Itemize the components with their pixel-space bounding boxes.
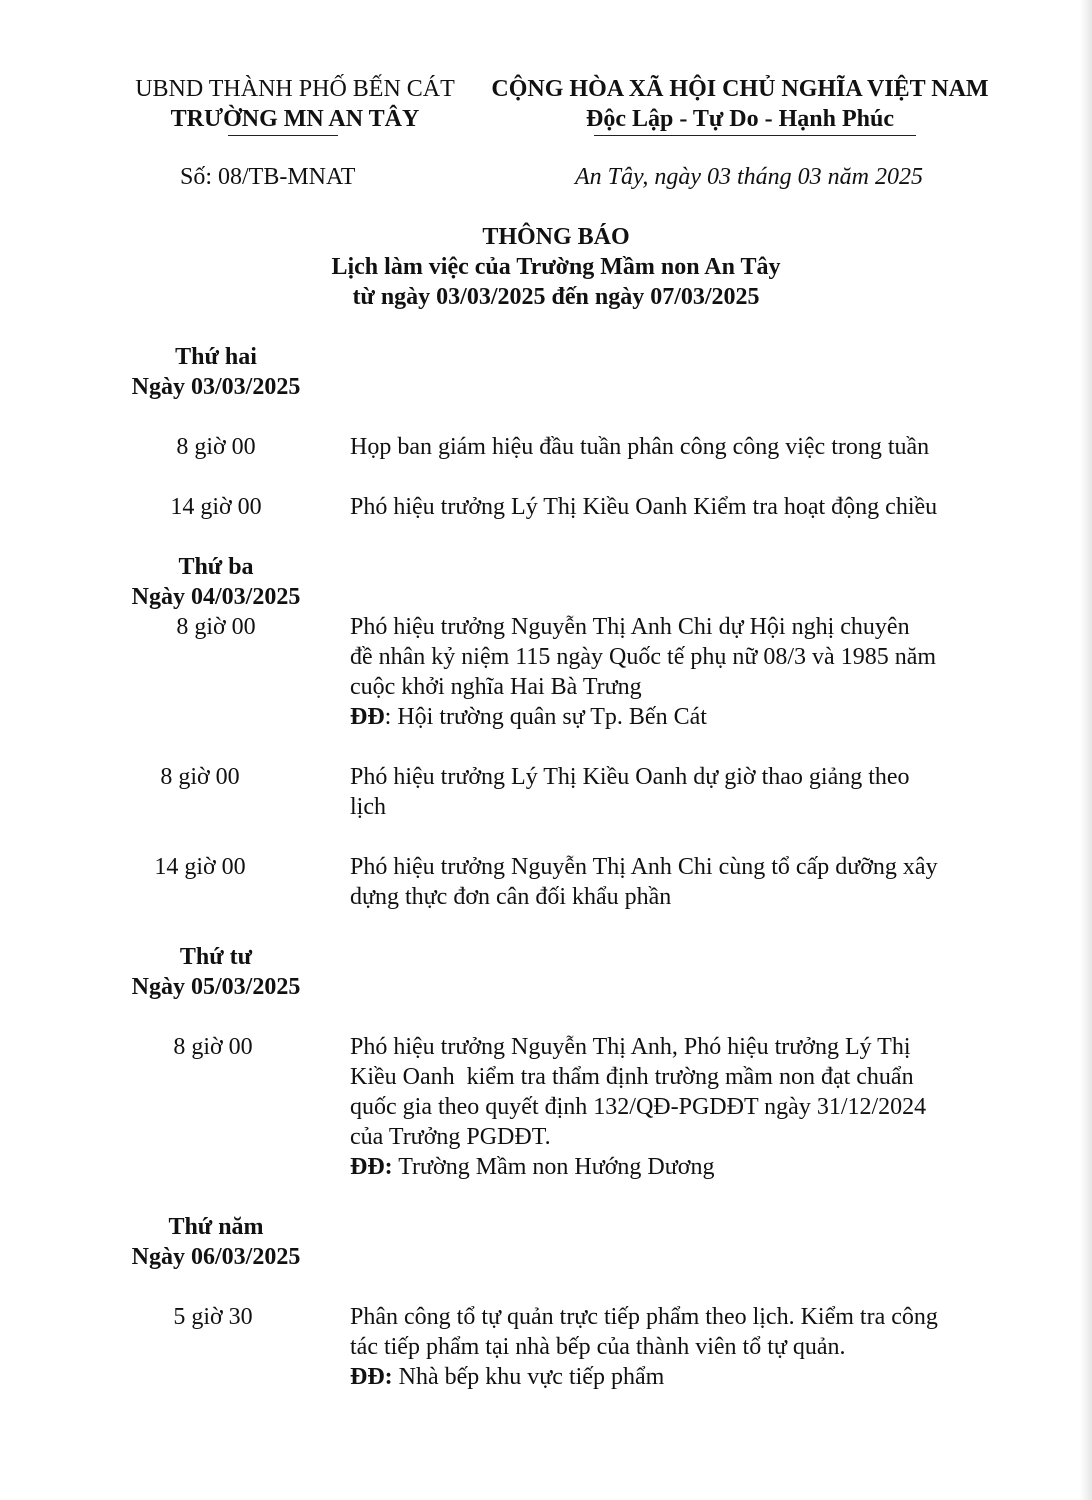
location-value: Nhà bếp khu vực tiếp phẩm (392, 1364, 665, 1390)
doc-date-range: từ ngày 03/03/2025 đến ngày 07/03/2025 (352, 284, 760, 310)
entry-line: của Trưởng PGDĐT. (350, 1124, 551, 1150)
entry-line: Phó hiệu trưởng Nguyễn Thị Anh Chi dự Hội nghị chuyên (350, 614, 910, 640)
entry-location (350, 1152, 1000, 1182)
entry-location (350, 702, 1000, 732)
entry-line: quốc gia theo quyết định 132/QĐ-PGDĐT ngày 31/12/2024 (350, 1094, 927, 1120)
entry-line: tác tiếp phẩm tại nhà bếp của thành viên tổ tự quản. (350, 1334, 846, 1360)
entry-time: 5 giờ 30 (173, 1304, 253, 1330)
day-weekday: Thứ ba (178, 554, 254, 580)
entry-text (350, 432, 1000, 462)
entry-time: 8 giờ 00 (176, 614, 256, 640)
entry-line: Kiều Oanh kiểm tra thẩm định trường mầm non đạt chuẩn (350, 1064, 914, 1090)
entry-line: lịch (350, 794, 386, 820)
entry-text (350, 1032, 1000, 1182)
entry-text (350, 762, 1000, 822)
day-date: Ngày 03/03/2025 (131, 374, 301, 400)
day-date: Ngày 06/03/2025 (131, 1244, 301, 1270)
motto-underline (594, 135, 916, 136)
entry-line: cuộc khởi nghĩa Hai Bà Trưng (350, 674, 642, 700)
day-weekday: Thứ hai (175, 344, 257, 370)
entry-line: đề nhân kỷ niệm 115 ngày Quốc tế phụ nữ 08/3 và 1985 năm (350, 644, 937, 670)
location-label: ĐĐ (350, 704, 385, 730)
org-name-line2: TRƯỜNG MN AN TÂY (170, 106, 420, 132)
entry-line: Họp ban giám hiệu đầu tuần phân công công việc trong tuần (350, 434, 930, 460)
day-weekday: Thứ năm (168, 1214, 264, 1240)
entry-text (350, 1302, 1000, 1392)
entry-line: Phó hiệu trưởng Lý Thị Kiều Oanh dự giờ thao giảng theo (350, 764, 910, 790)
entry-time: 14 giờ 00 (170, 494, 262, 520)
nation-motto: Độc Lập - Tự Do - Hạnh Phúc (585, 106, 894, 132)
doc-number: Số: 08/TB-MNAT (180, 164, 356, 190)
entry-text (350, 612, 1000, 732)
entry-text (350, 852, 1000, 912)
doc-subtitle: Lịch làm việc của Trường Mầm non An Tây (331, 254, 781, 280)
org-name-line1: UBND THÀNH PHỐ BẾN CÁT (135, 76, 455, 102)
location-label: ĐĐ: (350, 1154, 393, 1180)
entry-line: dựng thực đơn cân đối khẩu phần (350, 884, 672, 910)
doc-title: THÔNG BÁO (482, 224, 630, 250)
entry-line: Phân công tổ tự quản trực tiếp phẩm theo lịch. Kiểm tra công (350, 1304, 938, 1330)
entry-time: 8 giờ 00 (176, 434, 256, 460)
place-date: An Tây, ngày 03 tháng 03 năm 2025 (575, 164, 923, 190)
entry-line: Phó hiệu trưởng Nguyễn Thị Anh Chi cùng tổ cấp dưỡng xây (350, 854, 938, 880)
entry-location (350, 1362, 1000, 1392)
entry-text (350, 492, 1000, 522)
entry-line: Phó hiệu trưởng Nguyễn Thị Anh, Phó hiệu trưởng Lý Thị (350, 1034, 911, 1060)
location-label: ĐĐ: (350, 1364, 393, 1390)
nation-title: CỘNG HÒA XÃ HỘI CHỦ NGHĨA VIỆT NAM (491, 76, 989, 102)
location-value: Trường Mầm non Hướng Dương (392, 1154, 715, 1180)
entry-time: 14 giờ 00 (154, 854, 246, 880)
day-weekday: Thứ tư (179, 944, 253, 970)
entry-time: 8 giờ 00 (160, 764, 240, 790)
entry-line: Phó hiệu trưởng Lý Thị Kiều Oanh Kiểm tra hoạt động chiều (350, 494, 938, 520)
location-value: : Hội trường quân sự Tp. Bến Cát (384, 704, 707, 730)
entry-time: 8 giờ 00 (173, 1034, 253, 1060)
org-underline (228, 135, 338, 136)
day-date: Ngày 05/03/2025 (131, 974, 301, 1000)
day-date: Ngày 04/03/2025 (131, 584, 301, 610)
